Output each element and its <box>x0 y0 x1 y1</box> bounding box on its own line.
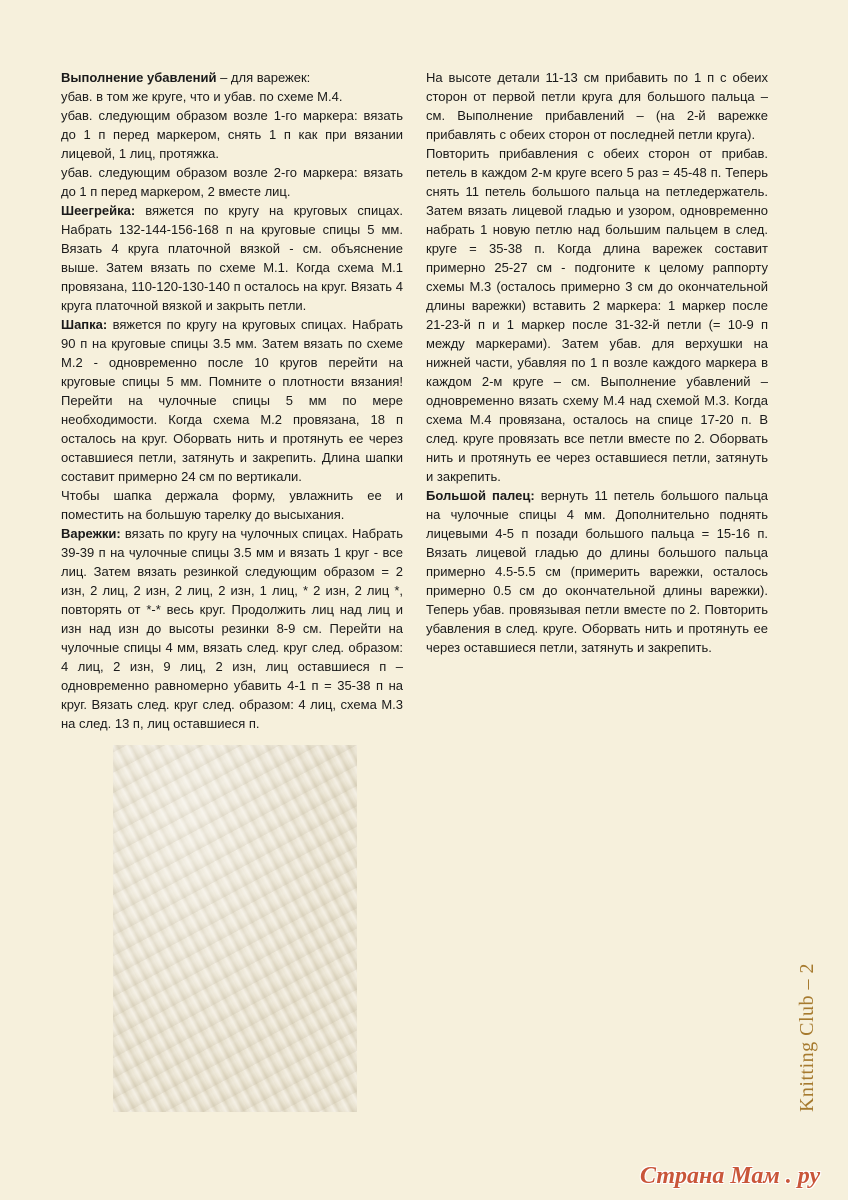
paragraph-neck-warmer: Шеегрейка: вяжется по кругу на круговых спицах. Набрать 132-144-156-168 п на круговые спицы 5 мм. Вязать 4 круга платочной вязкой - см. объяснение выше. Затем вязать по схеме М.1. Когда схема М.1 провязана, 110-120-130-140 п осталось на круг. Вязать 4 круга платочной вязкой и закрыть петли. <box>61 203 403 313</box>
heading-mittens: Варежки: <box>61 526 121 541</box>
heading-neck-warmer: Шеегрейка: <box>61 203 136 218</box>
paragraph: убав. следующим образом возле 2-го маркера: вязать до 1 п перед маркером, 2 вместе лиц. <box>61 165 403 199</box>
paragraph: Чтобы шапка держала форму, увлажнить ее и поместить на большую тарелку до высыхания. <box>61 488 403 522</box>
heading-thumb: Большой палец: <box>426 488 535 503</box>
paragraph-decreases: Выполнение убавлений – для варежек: <box>61 70 311 85</box>
heading-hat: Шапка: <box>61 317 108 332</box>
paragraph: убав. в том же круге, что и убав. по схеме М.4. <box>61 89 343 104</box>
yarn-photo <box>113 745 357 1112</box>
paragraph-thumb: Большой палец: вернуть 11 петель большого пальца на чулочные спицы 4 мм. Дополнительно поднять лицевыми 4-5 п позади большого пальца = 15-16 п. Вязать лицевой гладью до длины большого пальца примерно 4.5-5.5 см (примерить варежки, осталось примерно 0.5 см до окончательной длины варежки). Теперь убав. провязывая петли вместе по 2. Повторить убавления в след. круге. Оборвать нить и протянуть ее через оставшиеся петли, затянуть и закрепить. <box>426 488 768 655</box>
magazine-title: Knitting Club – 2 <box>796 962 819 1113</box>
paragraph: Повторить прибавления с обеих сторон от прибав. петель в каждом 2-м круге всего 5 раз = 45-48 п. Теперь снять 11 петель большого пальца на петледержатель. Затем вязать лицевой гладью и узором, одновременно набрать 1 новую петлю над большим пальцем в след. круге = 35-38 п. Когда длина варежек составит примерно 25-27 см - подгоните к целому раппорту схемы М.3 (осталось примерно 3 см до окончательной длины варежки) вставить 2 маркера: 1 маркер после 21-23-й п и 1 маркер после 31-32-й петли (= 10-9 п между маркерами). Затем убав. для верхушки на нижней части, убавляя по 1 п возле каждого маркера в каждом 2-м круге – см. Выполнение убавлений – одновременно вязать схему М.4 над схемой М.3. Когда схема М.4 провязана, осталось на спице 17-20 п. В след. круге провязать все петли вместе по 2. Оборвать нить и протянуть ее через оставшиеся петли, затянуть и закрепить. <box>426 146 768 484</box>
heading-decreases: Выполнение убавлений <box>61 70 217 85</box>
paragraph-hat: Шапка: вяжется по кругу на круговых спицах. Набрать 90 п на круговые спицы 3.5 мм. Затем вязать по схеме М.2 - одновременно после 10 кругов перейти на круговые спицы 5 мм. Помните о плотности вязания! Перейти на чулочные спицы 5 мм по мере необходимости. Когда схема М.2 провязана, 18 п осталось на круг. Оборвать нить и протянуть ее через оставшиеся петли, затянуть и закрепить. Длина шапки составит примерно 24 см по вертикали. <box>61 317 403 484</box>
left-column <box>61 68 403 733</box>
site-watermark: Страна Мам . ру <box>640 1163 821 1189</box>
right-column <box>426 68 768 657</box>
paragraph-mittens: Варежки: вязать по кругу на чулочных спицах. Набрать 39-39 п на чулочные спицы 3.5 мм и вязать 1 круг - все лиц. Затем вязать резинкой следующим образом = 2 изн, 2 лиц, 2 изн, 2 лиц, 2 изн, 1 лиц, * 2 изн, 2 лиц *, повторять от *-* весь круг. Продолжить лиц над лиц и изн над изн до высоты резинки 8-9 см. Перейти на чулочные спицы 4 мм, вязать след. круг след. образом: 4 лиц, 2 изн, 9 лиц, 2 изн, лиц оставшиеся п – одновременно равномерно убавить 4-1 п = 35-38 п на круг. Вязать след. круг след. образом: 4 лиц, схема М.3 на след. 13 п, лиц оставшиеся п. <box>61 526 403 731</box>
magazine-footer <box>788 940 828 1135</box>
paragraph: На высоте детали 11-13 см прибавить по 1 п с обеих сторон от первой петли круга для большого пальца – см. Выполнение прибавлений – (на 2-й варежке прибавлять с обеих сторон от последней петли круга). <box>426 70 768 142</box>
paragraph: убав. следующим образом возле 1-го маркера: вязать до 1 п перед маркером, снять 1 п как при вязании лицевой, 1 лиц, протяжка. <box>61 108 403 161</box>
